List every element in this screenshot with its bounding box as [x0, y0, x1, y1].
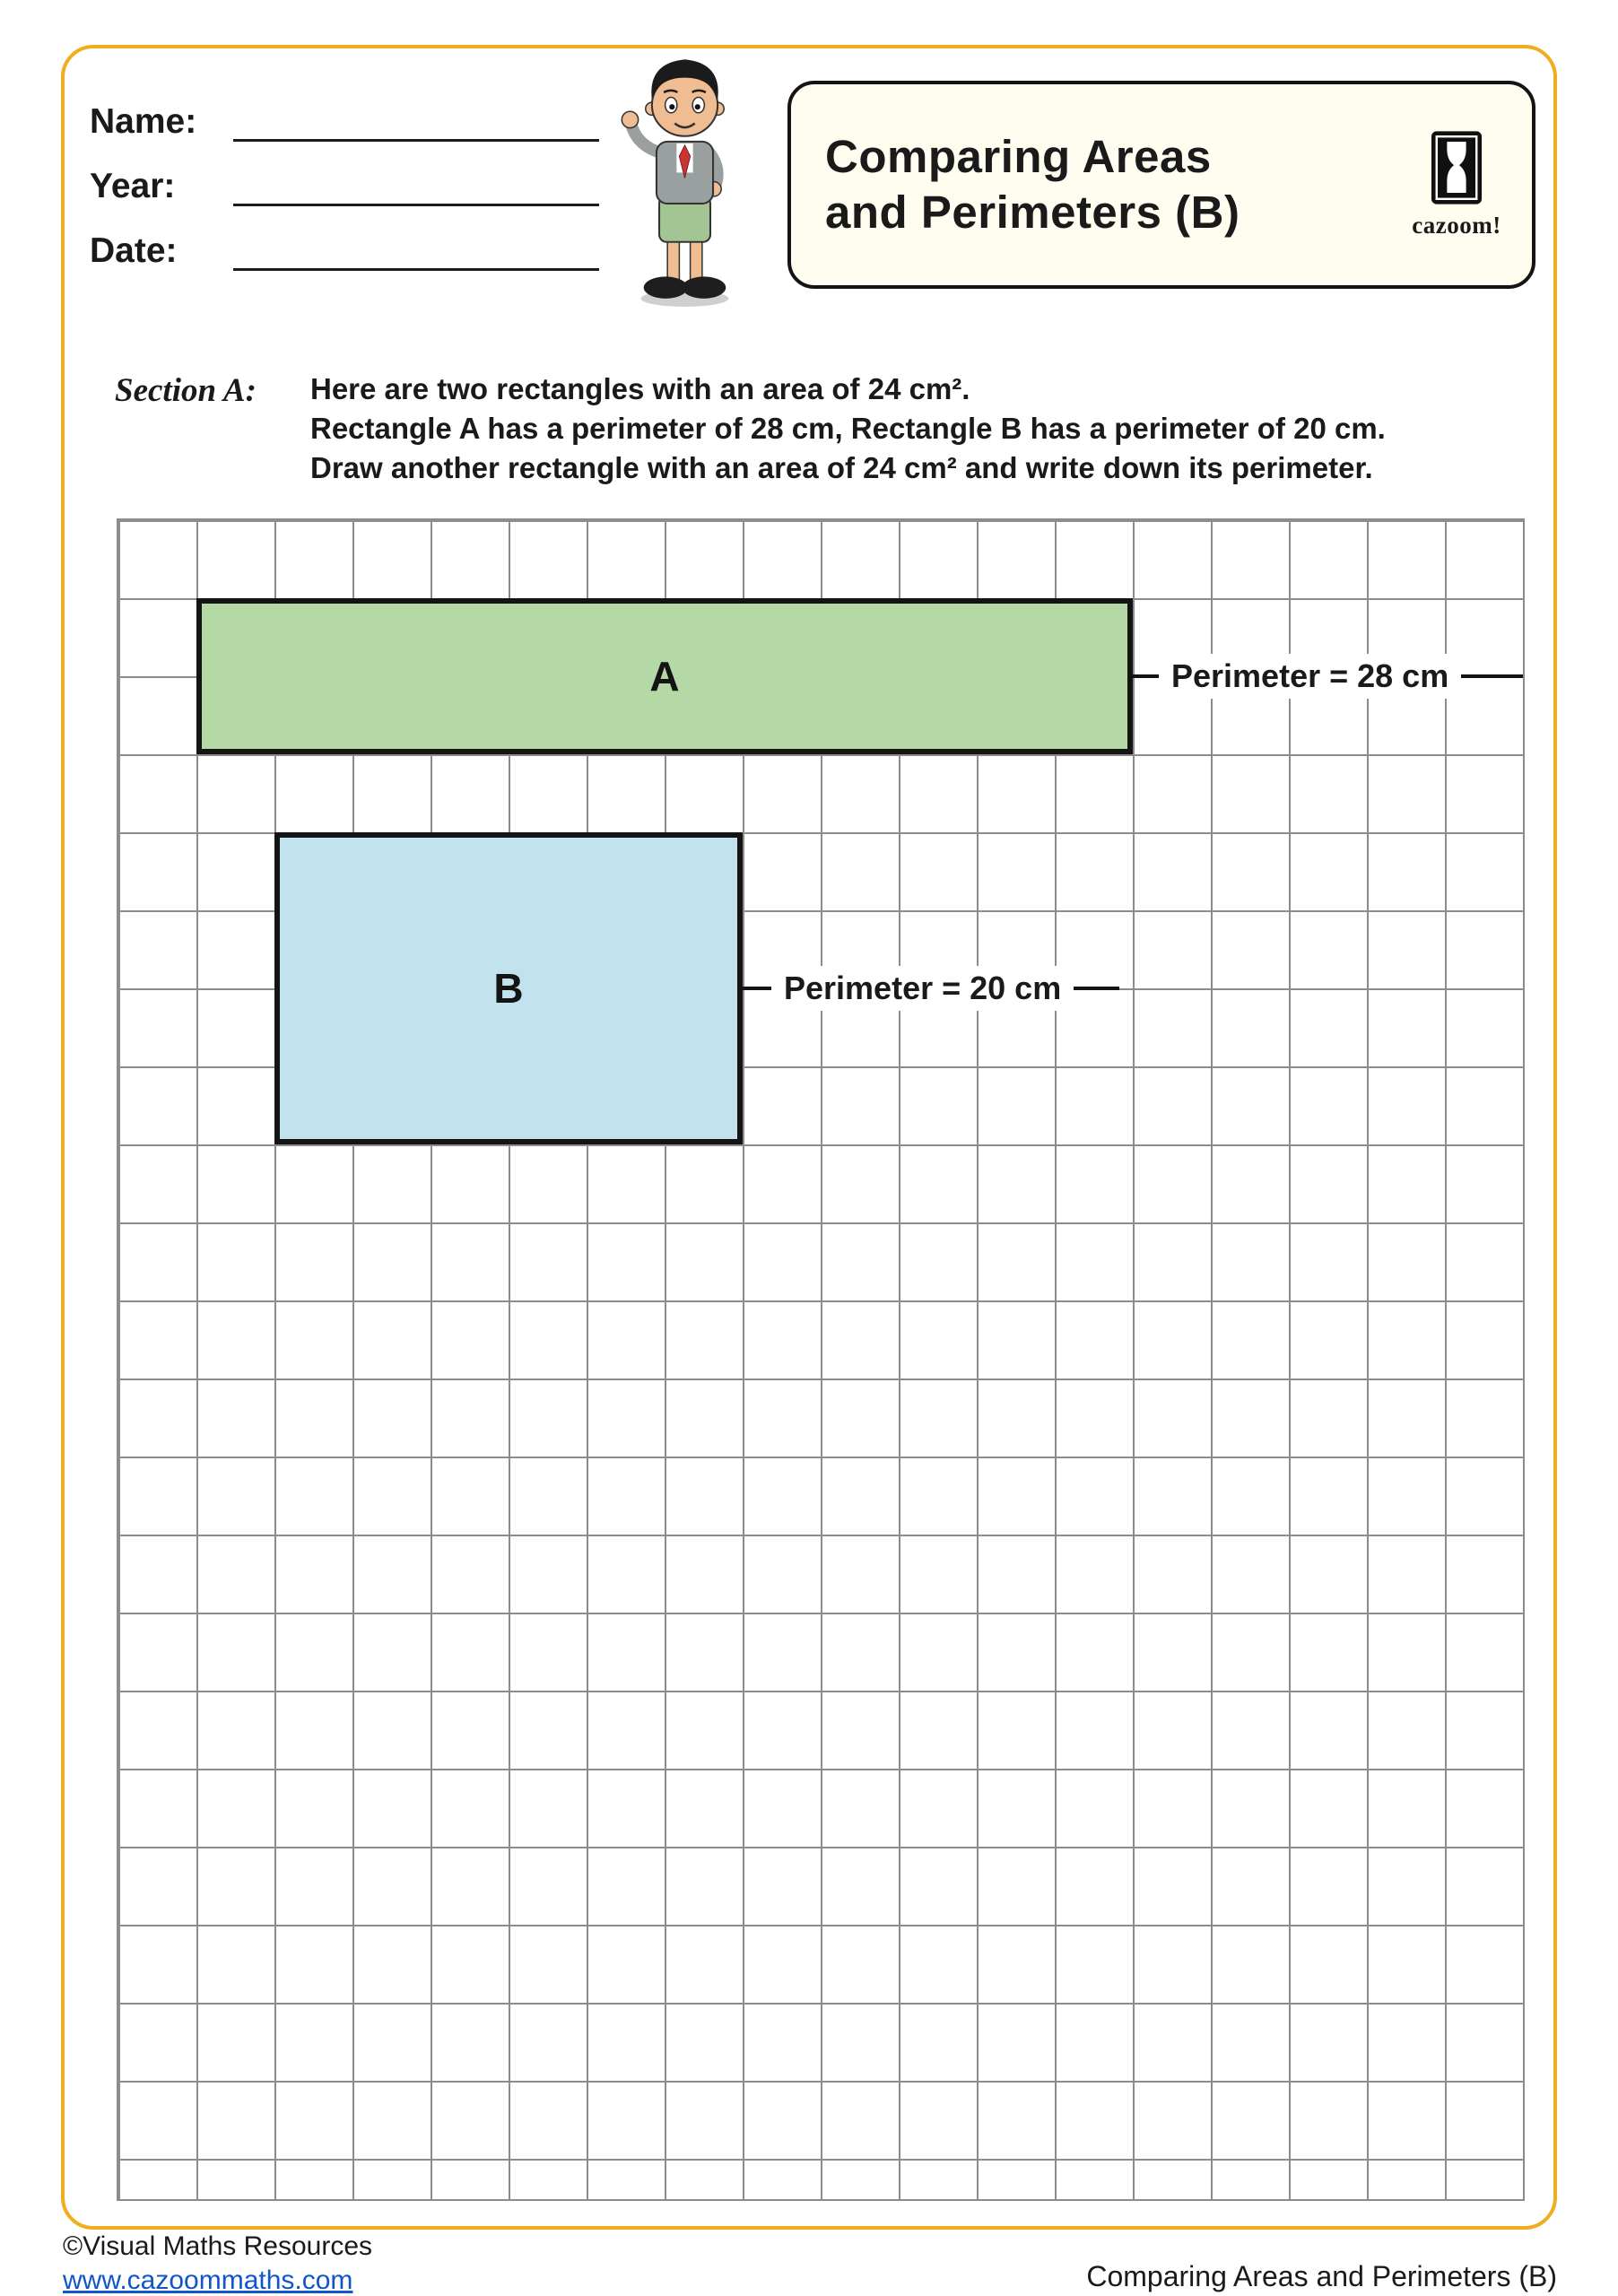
website-link[interactable]: www.cazoommaths.com — [63, 2266, 353, 2295]
instruction-line-1: Here are two rectangles with an area of 24 cm². — [310, 372, 970, 405]
section-a-heading: Section A: — [115, 372, 257, 409]
rectangle-b — [274, 832, 743, 1144]
year-field-row — [90, 165, 599, 206]
footer-worksheet-title: Comparing Areas and Perimeters (B) — [1086, 2260, 1557, 2292]
student-info-fields — [90, 100, 599, 294]
rectangle-a-label: A — [649, 653, 680, 700]
title-line-1: Comparing Areas — [825, 130, 1212, 182]
instruction-line-3: Draw another rectangle with an area of 24 cm² and write down its perimeter. — [310, 450, 1373, 484]
cazoom-logo-icon — [1431, 130, 1483, 205]
worksheet-title — [825, 129, 1240, 240]
rectangle-a — [196, 598, 1133, 754]
date-label: Date: — [90, 231, 178, 270]
name-field-line[interactable] — [233, 105, 599, 142]
section-a — [115, 370, 1514, 488]
student-character-illustration — [615, 43, 754, 308]
cazoom-logo-text: cazoom! — [1412, 212, 1501, 239]
cazoom-logo — [1405, 130, 1509, 239]
copyright-text: ©Visual Maths Resources — [63, 2231, 373, 2261]
instruction-line-2: Rectangle A has a perimeter of 28 cm, Rectangle B has a perimeter of 20 cm. — [310, 411, 1386, 445]
rectangle-b-perimeter-label: Perimeter = 20 cm — [771, 966, 1074, 1011]
year-field-line[interactable] — [233, 170, 599, 206]
title-box — [787, 81, 1535, 289]
year-label: Year: — [90, 167, 176, 205]
title-line-2: and Perimeters (B) — [825, 187, 1240, 238]
rectangle-b-label: B — [493, 965, 524, 1012]
rectangle-a-perimeter-label: Perimeter = 28 cm — [1159, 654, 1461, 699]
name-label: Name: — [90, 102, 197, 141]
name-field-row — [90, 100, 599, 142]
date-field-line[interactable] — [233, 234, 599, 271]
footer-left — [63, 2231, 372, 2296]
section-a-instructions — [310, 370, 1386, 488]
grid-paper[interactable] — [117, 518, 1525, 2201]
date-field-row — [90, 230, 599, 271]
